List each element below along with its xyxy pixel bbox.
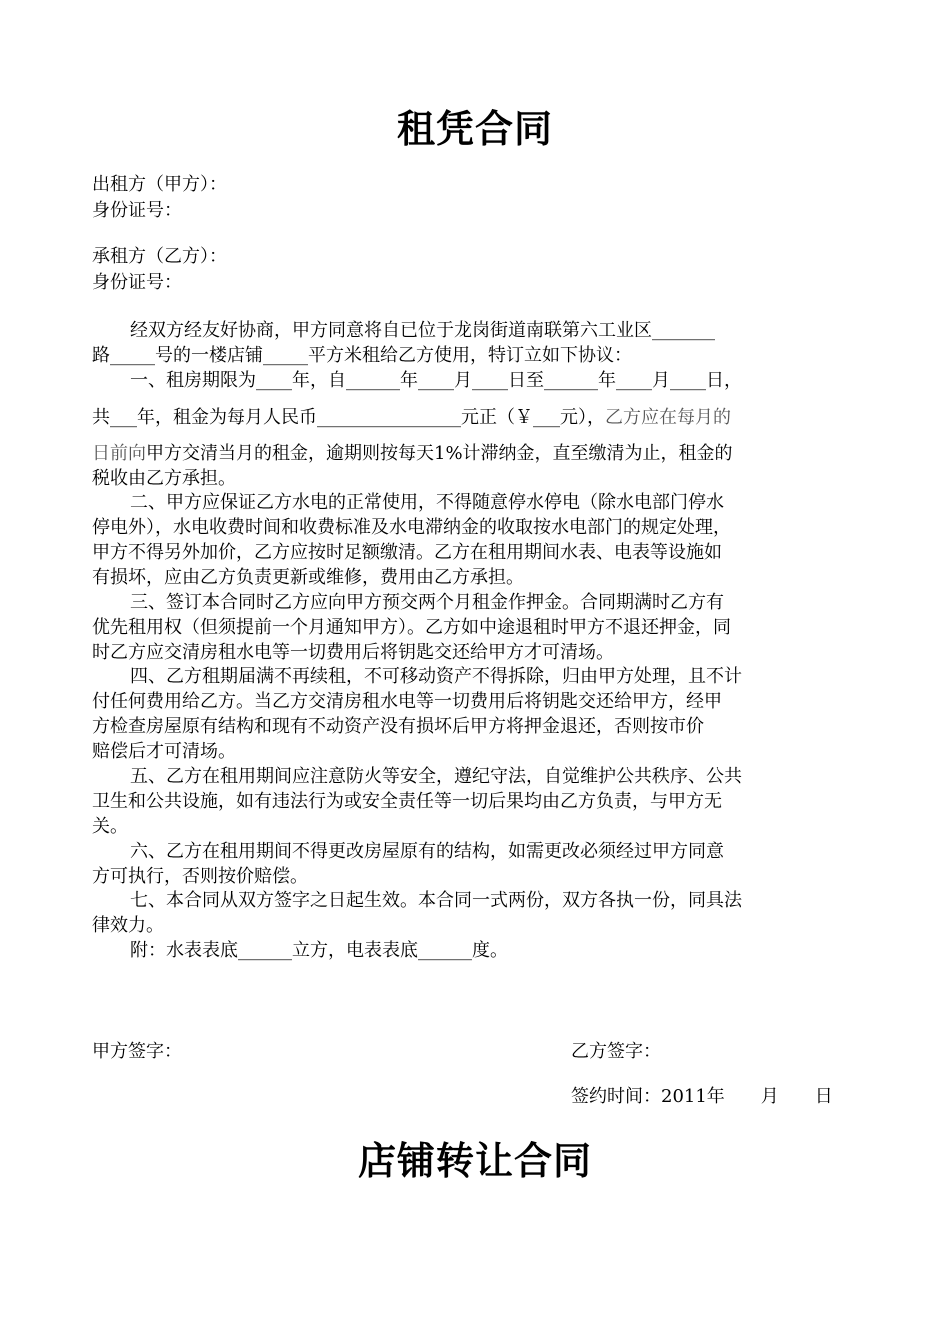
body-line: 方可执行，否则按价赔偿。 [92,866,308,887]
body-line: 付任何费用给乙方。当乙方交清房租水电等一切费用后将钥匙交还给甲方，经甲 [92,691,722,712]
transfer-contract-title: 店铺转让合同 [357,1138,592,1183]
body-line-appendix: 附：水表表底______立方，电表表底______度。 [130,940,508,961]
contract-title: 租凭合同 [396,106,553,151]
body-line-due: 日前向 [92,443,146,464]
body-line: 关。 [92,816,128,837]
body-line: 三、签订本合同时乙方应向甲方预交两个月租金作押金。合同期满时乙方有 [130,592,724,613]
body-line: 二、甲方应保证乙方水电的正常使用，不得随意停水停电（除水电部门停水 [130,492,724,513]
body-line: 七、本合同从双方签字之日起生效。本合同一式两份，双方各执一份，同具法 [130,890,742,911]
lessee-id-label: 身份证号： [92,272,182,293]
body-line: 停电外），水电收费时间和收费标准及水电滞纳金的收取按水电部门的规定处理， [92,517,731,538]
party-a-signature-label: 甲方签字： [92,1041,182,1062]
body-line [92,441,872,467]
body-line: 时乙方应交清房租水电等一切费用后将钥匙交还给甲方才可清场。 [92,642,614,663]
body-line: 路_____号的一楼店铺_____平方米租给乙方使用，特订立如下协议： [92,345,632,366]
body-line: 一、租房期限为____年，自______年____月____日至______年____月____日， [130,370,742,391]
lessor-id-label: 身份证号： [92,200,182,221]
body-line: 五、乙方在租用期间应注意防火等安全，遵纪守法，自觉维护公共秩序、公共 [130,766,742,787]
body-line: 经双方经友好协商，甲方同意将自已位于龙岗街道南联第六工业区_______ [130,320,715,341]
body-line: 优先租用权（但须提前一个月通知甲方）。乙方如中途退租时甲方不退还押金，同 [92,617,731,638]
body-line: 方检查房屋原有结构和现有不动资产没有损坏后甲方将押金退还，否则按市价 [92,716,704,737]
body-line: 赔偿后才可清场。 [92,741,236,762]
body-line: 有损坏，应由乙方负责更新或维修，费用由乙方承担。 [92,567,524,588]
body-line: 税收由乙方承担。 [92,468,236,489]
body-line-rent-text: 共___年，租金为每月人民币________________元正（￥___元）， [92,407,605,428]
lessor-label: 出租方（甲方）： [92,174,227,195]
body-line-due-tail: 甲方交清当月的租金，逾期则按每天1%计滞纳金，直至缴清为止，租金的 [146,443,733,464]
body-line: 律效力。 [92,915,164,936]
lessee-label: 承租方（乙方）： [92,246,227,267]
signing-date: 签约时间：2011年 月 日 [571,1086,833,1107]
body-line-rent [92,405,872,431]
party-b-signature-label: 乙方签字： [571,1041,661,1062]
body-line: 卫生和公共设施，如有违法行为或安全责任等一切后果均由乙方负责，与甲方无 [92,791,722,812]
body-line: 甲方不得另外加价，乙方应按时足额缴清。乙方在租用期间水表、电表等设施如 [92,542,722,563]
body-line: 六、乙方在租用期间不得更改房屋原有的结构，如需更改必须经过甲方同意 [130,841,724,862]
body-line-rent-tail: 乙方应在每月的 [605,407,731,428]
body-line: 四、乙方租期届满不再续租，不可移动资产不得拆除，归由甲方处理，且不计 [130,666,742,687]
